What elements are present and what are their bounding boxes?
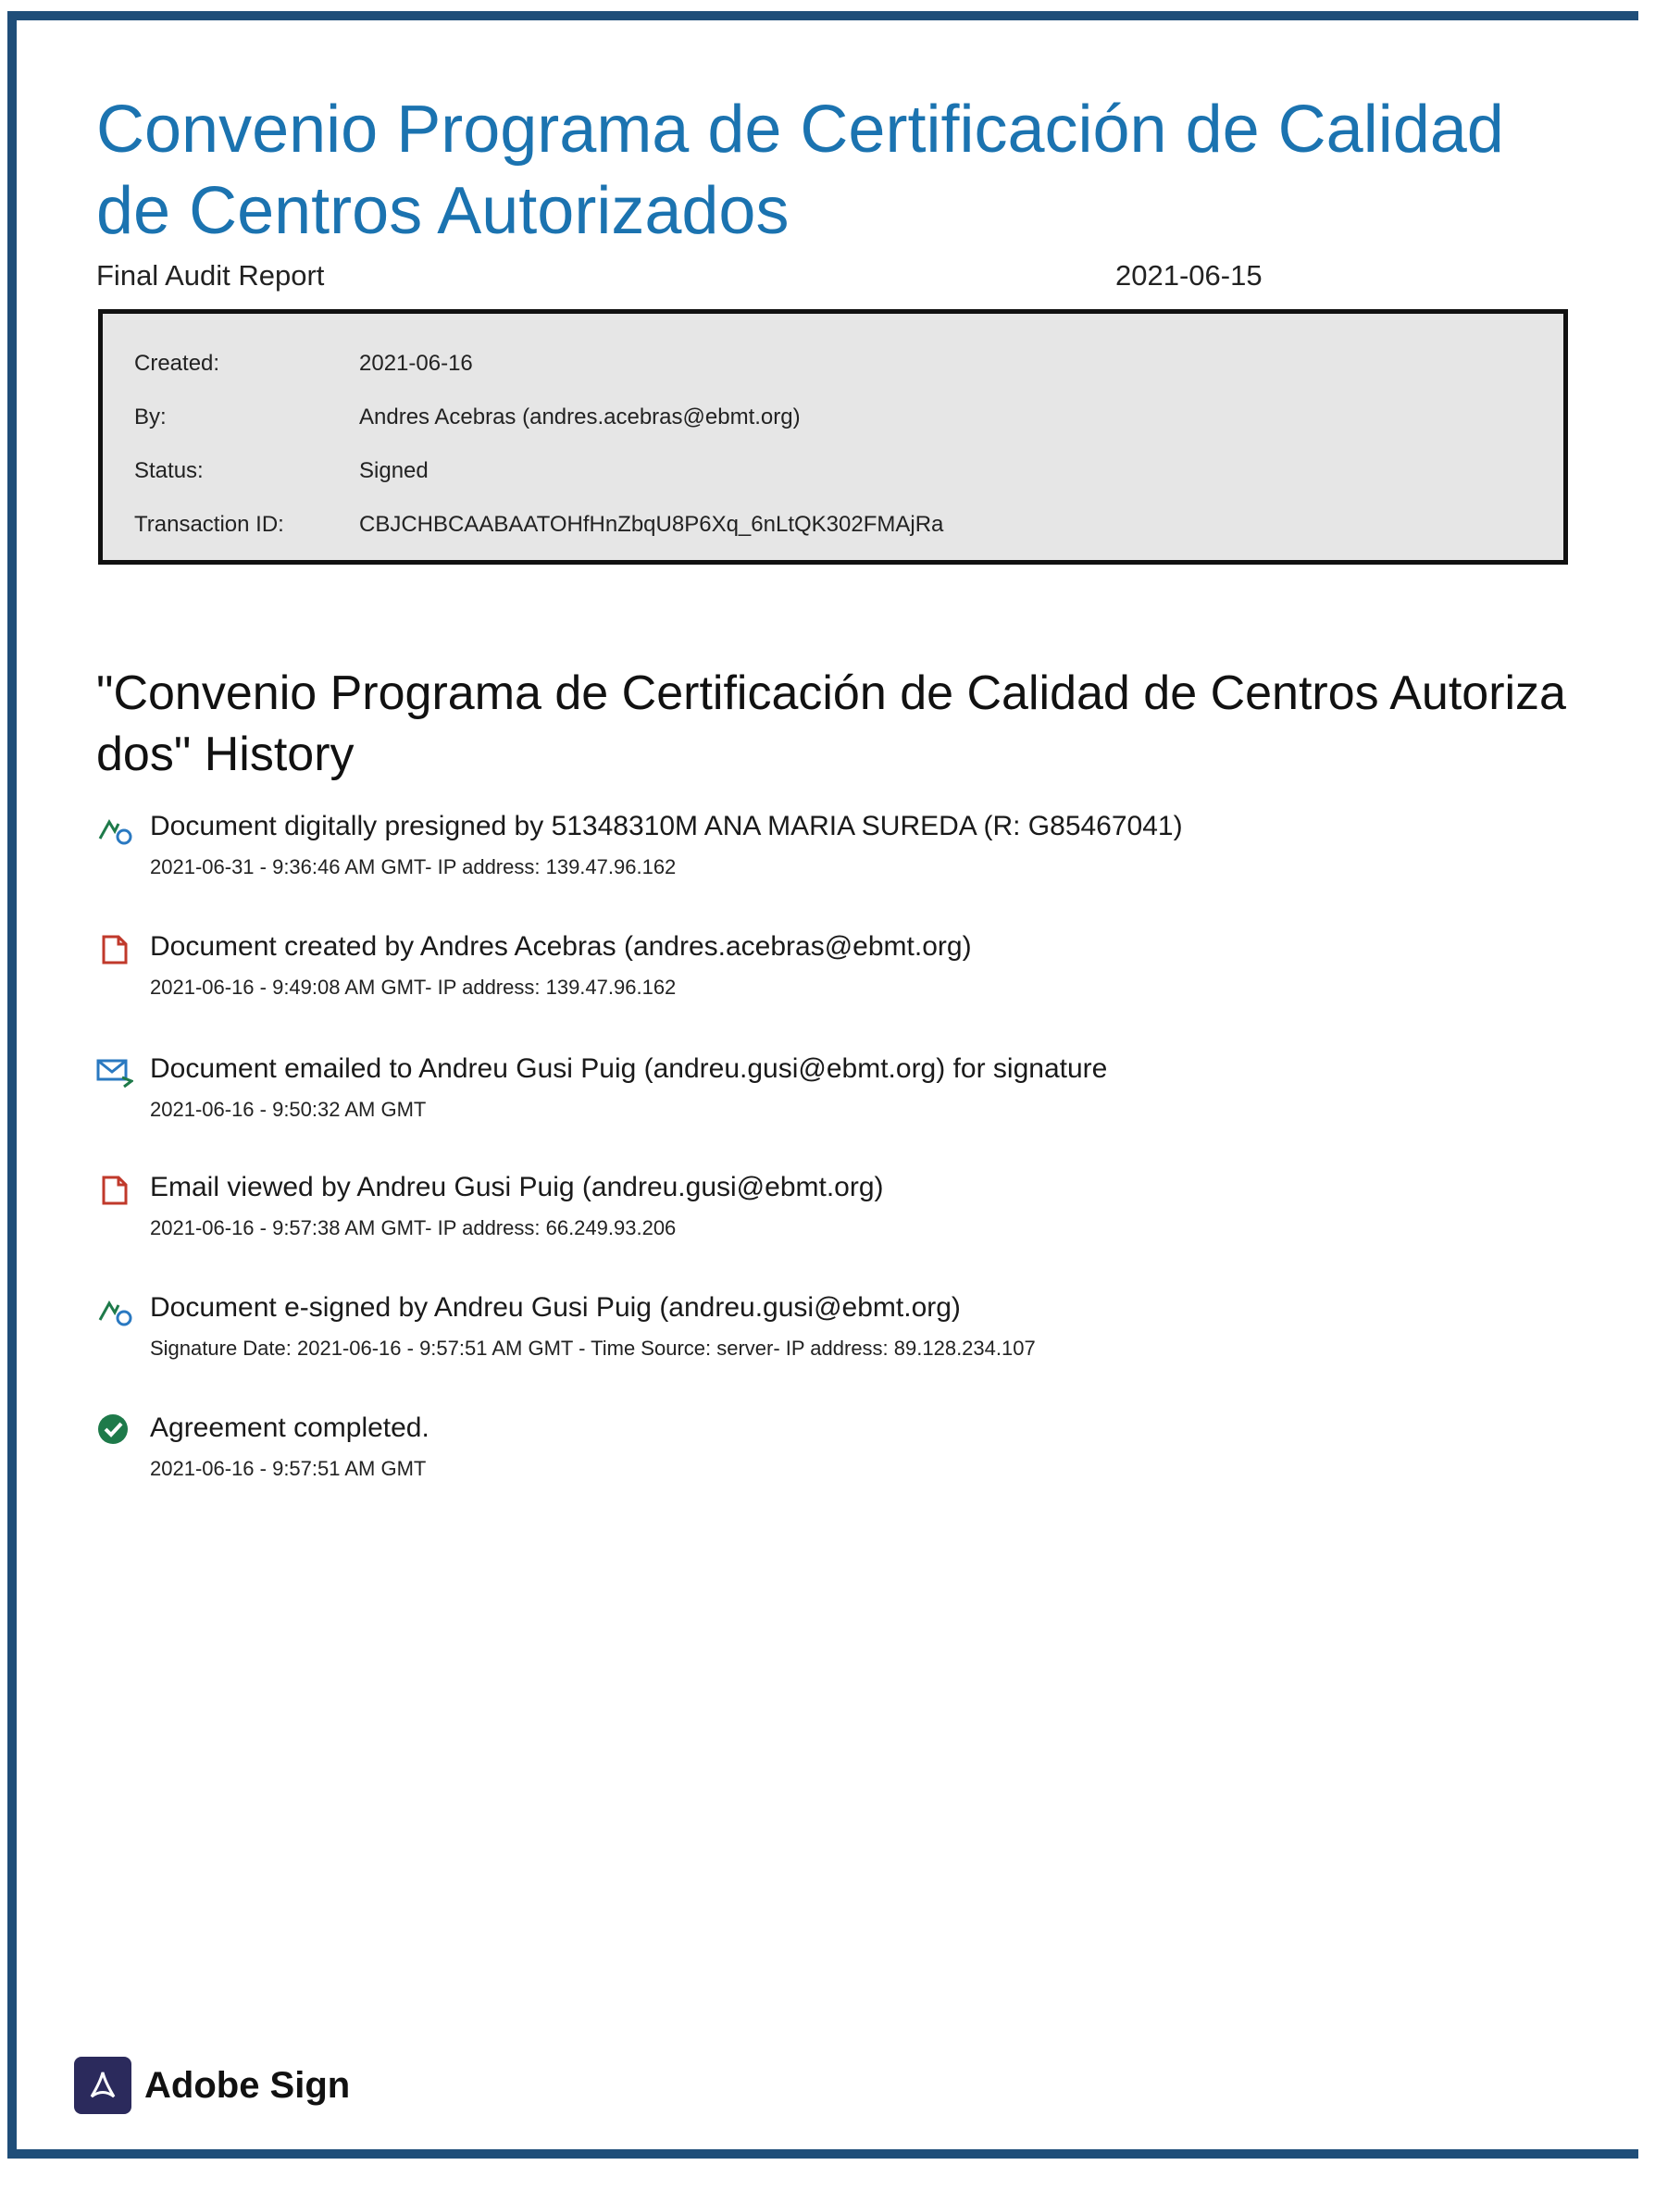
event-meta: Signature Date: 2021-06-16 - 9:57:51 AM GMT - Time Source: server- IP address: 89.128.234.107	[150, 1337, 1036, 1360]
info-value: Andres Acebras (andres.acebras@ebmt.org)	[359, 404, 801, 429]
event-description: Document emailed to Andreu Gusi Puig (andreu.gusi@ebmt.org) for signature	[150, 1053, 1108, 1084]
document-title: Convenio Programa de Certificación de Calidad de Centros Autorizados	[96, 93, 1504, 248]
info-label: Transaction ID:	[134, 512, 284, 537]
document-icon	[96, 931, 133, 968]
event-meta: 2021-06-16 - 9:57:51 AM GMT	[150, 1457, 427, 1480]
event-description: Document created by Andres Acebras (andres.acebras@ebmt.org)	[150, 931, 972, 962]
event-description: Document e-signed by Andreu Gusi Puig (andreu.gusi@ebmt.org)	[150, 1292, 961, 1323]
document-icon	[96, 1172, 133, 1209]
event-meta: 2021-06-16 - 9:49:08 AM GMT- IP address: 139.47.96.162	[150, 976, 677, 999]
info-label: By:	[134, 404, 167, 429]
check-circle-icon	[96, 1412, 133, 1450]
event-description: Document digitally presigned by 51348310M ANA MARIA SUREDA (R: G85467041)	[150, 811, 1183, 841]
event-meta: 2021-06-31 - 9:36:46 AM GMT- IP address: 139.47.96.162	[150, 855, 677, 878]
email-icon	[96, 1053, 133, 1090]
info-label: Status:	[134, 458, 204, 483]
info-box	[98, 309, 1568, 565]
event-meta: 2021-06-16 - 9:57:38 AM GMT- IP address: 66.249.93.206	[150, 1216, 677, 1239]
info-value: Signed	[359, 458, 429, 483]
info-label: Created:	[134, 351, 220, 376]
signature-icon	[96, 811, 133, 848]
acrobat-icon	[74, 2057, 131, 2114]
brand-name: Adobe Sign	[144, 2064, 351, 2106]
info-value: 2021-06-16	[359, 351, 473, 376]
signature-icon	[96, 1292, 133, 1329]
adobe-sign-logo	[74, 2057, 350, 2114]
history-title: "Convenio Programa de Certificación de Calidad de Centros Autorizados" History	[96, 666, 1566, 781]
event-description: Agreement completed.	[150, 1412, 429, 1443]
event-meta: 2021-06-16 - 9:50:32 AM GMT	[150, 1098, 427, 1121]
event-description: Email viewed by Andreu Gusi Puig (andreu.gusi@ebmt.org)	[150, 1172, 884, 1202]
report-date: 2021-06-15	[1115, 259, 1263, 292]
report-label: Final Audit Report	[96, 259, 325, 292]
info-value: CBJCHBCAABAATOHfHnZbqU8P6Xq_6nLtQK302FMAjRa	[359, 512, 944, 537]
